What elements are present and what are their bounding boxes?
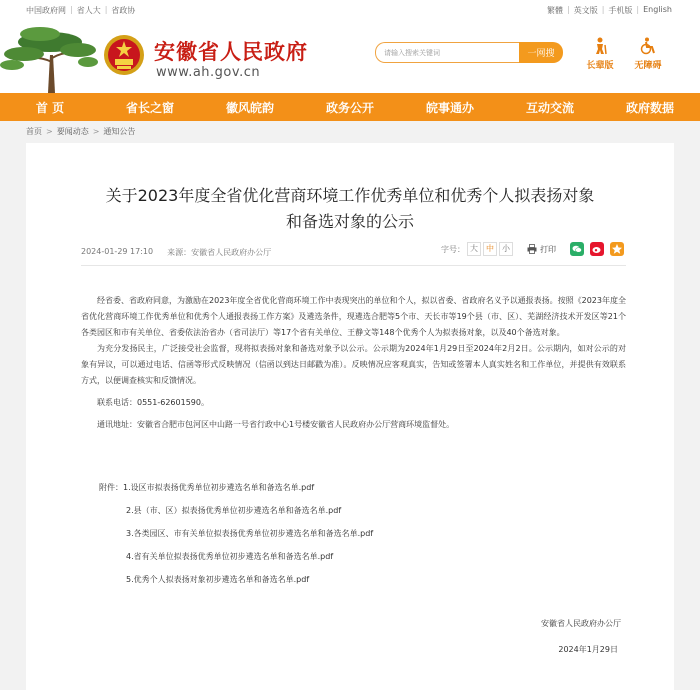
- elder-mode-label: 长辈版: [586, 61, 614, 71]
- nav-gov-affairs[interactable]: 政务公开: [325, 100, 374, 115]
- separator: |: [70, 5, 73, 14]
- link-english-version[interactable]: 英文版: [573, 6, 598, 15]
- wechat-share-icon[interactable]: [570, 242, 584, 256]
- weibo-share-icon[interactable]: [590, 242, 604, 256]
- accessibility-button[interactable]: [628, 37, 668, 71]
- font-size-large[interactable]: 大: [467, 242, 481, 256]
- print-label: 打印: [540, 244, 556, 254]
- contact-address: 通讯地址：安徽省合肥市包河区中山路一号省行政中心1号楼安徽省人民政府办公厅营商环境监督处。: [97, 420, 455, 429]
- accessibility-label: 无障碍: [634, 61, 662, 71]
- breadcrumb-separator: >: [46, 127, 53, 136]
- meta-divider: [81, 265, 626, 266]
- article-source: 来源：安徽省人民政府办公厅: [167, 248, 272, 257]
- elder-icon: [591, 37, 609, 55]
- separator: |: [567, 5, 570, 14]
- national-emblem: [103, 34, 145, 76]
- favorite-share-icon[interactable]: [610, 242, 624, 256]
- breadcrumb-news[interactable]: 要闻动态: [56, 127, 89, 136]
- paragraph-1: 经省委、省政府同意，为激励在2023年度全省优化营商环境工作中表现突出的单位和个人，拟以省委、省政府名义予以通报表扬。按照《2023年度全省优化营商环境工作优秀单位和优秀个人通报表扬工作方案》及遴选条件，现遴选合肥等5个市、天长市等19个县（市、区）、芜湖经济技术开发区等21个各类园区和市有关单位、省委依法治省办（省司法厅）等17个省有关单位、王静文等148个优秀个人为拟表扬对象，以及40个备选对象。: [81, 296, 626, 337]
- attachment-row: [99, 482, 373, 505]
- site-search: [375, 42, 563, 63]
- site-title[interactable]: 安徽省人民政府: [154, 40, 308, 64]
- paragraph-2: 为充分发扬民主，广泛接受社会监督，现将拟表扬对象和备选对象予以公示。公示期为2024年1月29日至2024年2月2日。公示期内，如对公示的对象有异议，可以通过电话、信函等形式反映情况（信函以到达日邮戳为准）。反映情况应客观真实，告知或签署本人真实姓名和工作单位，并提供有效联系方式，以便调查核实和反馈情况。: [81, 344, 626, 385]
- article-title-line2: 和备选对象的公示: [285, 212, 414, 231]
- signature-org: 安徽省人民政府办公厅: [541, 619, 621, 628]
- attachment-link[interactable]: 1.设区市拟表扬优秀单位初步遴选名单和备选名单.pdf: [123, 483, 315, 492]
- attachment-link[interactable]: 5.优秀个人拟表扬对象初步遴选名单和备选名单.pdf: [126, 575, 310, 584]
- top-right-links: [547, 5, 672, 16]
- nav-services[interactable]: 皖事通办: [425, 100, 474, 115]
- elder-mode-button[interactable]: [580, 37, 620, 71]
- printer-icon: [527, 244, 537, 254]
- publish-date: 2024-01-29 17:10: [81, 247, 154, 256]
- wechat-icon: [570, 242, 584, 256]
- link-provincial-npc[interactable]: 省人大: [76, 6, 101, 15]
- attachment-row: [99, 528, 373, 551]
- font-size-medium[interactable]: 中: [483, 242, 497, 256]
- article-panel: [26, 143, 674, 690]
- link-english[interactable]: English: [643, 5, 672, 14]
- breadcrumb: [26, 126, 135, 137]
- accessibility-icon: [639, 37, 657, 55]
- font-size-small[interactable]: 小: [499, 242, 513, 256]
- link-provincial-cppcc[interactable]: 省政协: [111, 6, 136, 15]
- attachments-label: 附件：: [99, 483, 123, 492]
- nav-hui-culture[interactable]: 徽风皖韵: [225, 100, 274, 115]
- breadcrumb-notices[interactable]: 通知公告: [103, 127, 136, 136]
- attachment-link[interactable]: 2.县（市、区）拟表扬优秀单位初步遴选名单和备选名单.pdf: [126, 506, 342, 515]
- pine-tree-logo: [0, 20, 100, 93]
- site-header: [0, 20, 700, 93]
- font-size-label: 字号：: [441, 244, 465, 254]
- contact-phone: 联系电话：0551-62601590。: [97, 398, 209, 407]
- nav-interaction[interactable]: 互动交流: [525, 100, 574, 115]
- breadcrumb-home[interactable]: 首页: [26, 127, 42, 136]
- attachment-link[interactable]: 4.省有关单位拟表扬优秀单位初步遴选名单和备选名单.pdf: [126, 552, 334, 561]
- top-utility-bar: [0, 0, 700, 20]
- star-icon: [610, 242, 624, 256]
- article-title: [46, 183, 654, 235]
- link-mobile[interactable]: 手机版: [608, 6, 633, 15]
- attachment-link[interactable]: 3.各类园区、市有关单位拟表扬优秀单位初步遴选名单和备选名单.pdf: [126, 529, 374, 538]
- nav-gov-data[interactable]: 政府数据: [625, 100, 674, 115]
- weibo-icon: [590, 242, 604, 256]
- article-tools: [441, 242, 624, 256]
- site-url: www.ah.gov.cn: [156, 65, 261, 80]
- print-button[interactable]: [527, 244, 556, 255]
- attachment-row: [99, 505, 373, 528]
- attachment-list: [99, 482, 373, 597]
- separator: |: [104, 5, 108, 14]
- separator: |: [601, 5, 605, 14]
- breadcrumb-separator: >: [92, 127, 100, 136]
- search-button[interactable]: 一网搜: [519, 42, 563, 63]
- attachment-row: [99, 574, 373, 597]
- nav-home[interactable]: 首 页: [35, 100, 65, 115]
- search-input[interactable]: 请输入搜索关键词: [375, 42, 519, 63]
- top-left-links: [26, 5, 135, 16]
- article-meta: [81, 247, 271, 258]
- attachment-row: [99, 551, 373, 574]
- link-gov-cn[interactable]: 中国政府网: [26, 6, 66, 15]
- article-body: [81, 293, 626, 433]
- separator: |: [636, 5, 640, 14]
- article-title-line1: 关于2023年度全省优化营商环境工作优秀单位和优秀个人拟表扬对象: [105, 186, 595, 205]
- signature-date: 2024年1月29日: [558, 645, 618, 654]
- nav-governor-window[interactable]: 省长之窗: [125, 100, 174, 115]
- main-nav: [0, 93, 700, 121]
- link-traditional[interactable]: 繁體: [547, 6, 563, 15]
